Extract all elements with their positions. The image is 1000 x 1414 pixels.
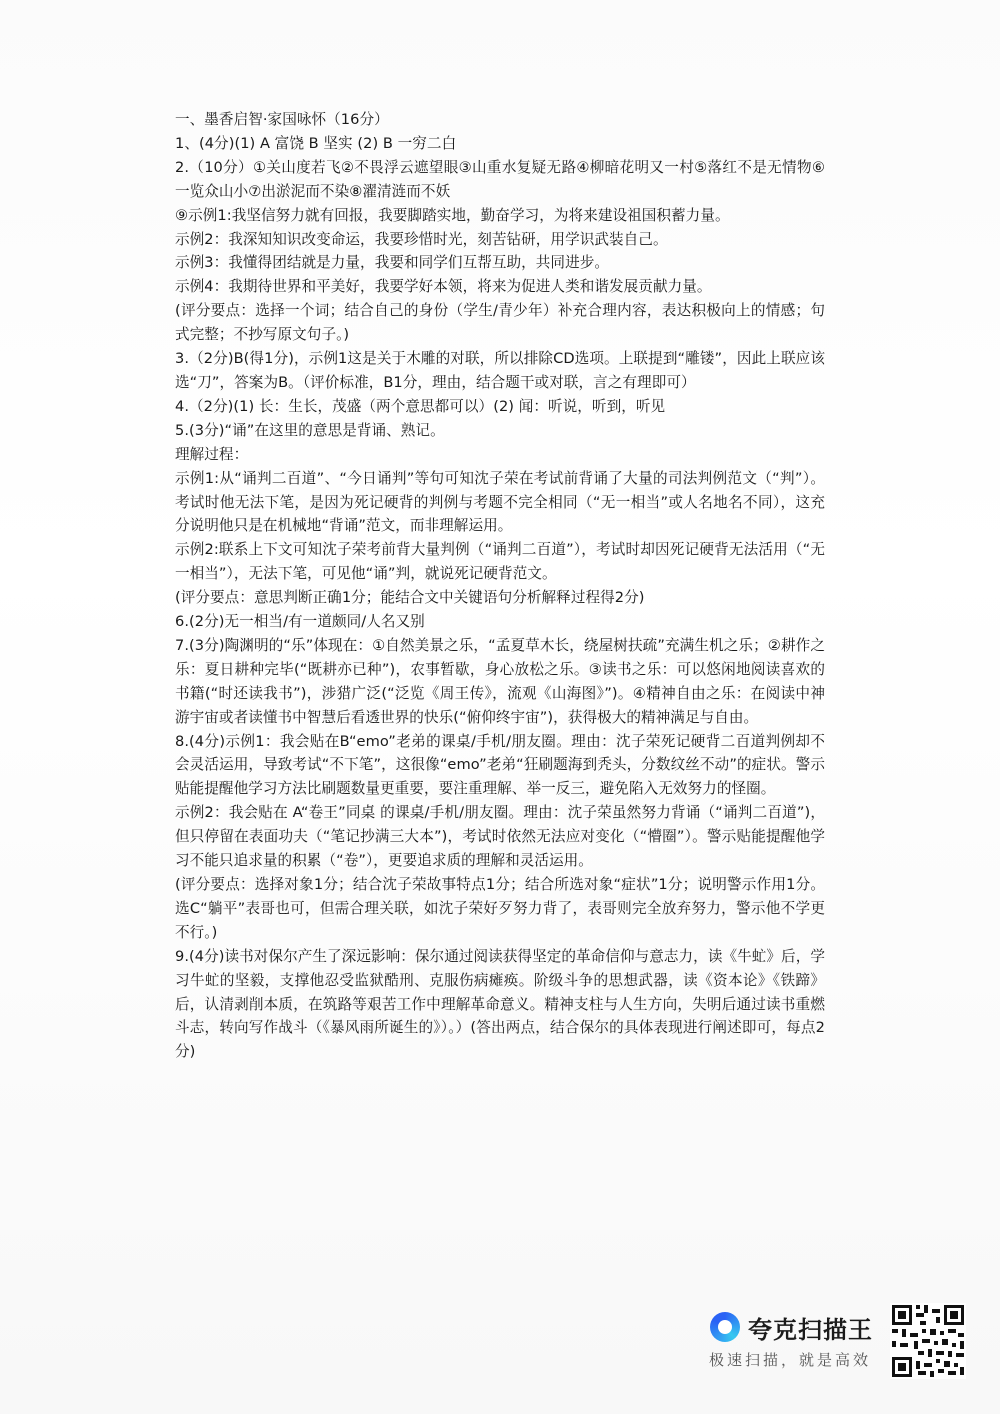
answer-line: 4.（2分)(1) 长：生长，茂盛（两个意思都可以）(2) 闻：听说，听到，听见 [175, 397, 666, 415]
answer-document [175, 108, 825, 1064]
answer-line: 理解过程： [175, 445, 249, 463]
answer-line: ⑨示例1:我坚信努力就有回报，我要脚踏实地，勤奋学习，为将来建设祖国积蓄力量。 [175, 206, 730, 224]
scoring-note: (评分要点：意思判断正确1分；能结合文中关键语句分析解释过程得2分) [175, 589, 645, 607]
quark-logo-icon [710, 1312, 740, 1342]
answer-line: 7.(3分)陶渊明的“乐”体现在：①自然美景之乐，“孟夏草木长，绕屋树扶疏”充满生机之乐；②耕作之乐：夏日耕种完毕(“既耕亦已种”)，农事暂歇，身心放松之乐。③读书之乐：可以悠闲地阅读喜欢的书籍(“时还读我书”)，涉猎广泛(“泛览《周王传》，流观《山海图》”)。④精神自由之乐：在阅读中神游宇宙或者读懂书中智慧后看透世界的快乐(“俯仰终宇宙”)，获得极大的精神满足与自由。 [175, 636, 825, 726]
answer-line: 3.（2分)B(得1分)，示例1这是关于木雕的对联，所以排除CD选项。上联提到“雕镂”，因此上联应该选“刀”，答案为B。（评价标准，B1分，理由，结合题干或对联，言之有理即可） [175, 350, 825, 391]
brand-name: 夸克扫描王 [748, 1315, 873, 1344]
answer-line: 示例4：我期待世界和平美好，我要学好本领，将来为促进人类和谐发展贡献力量。 [175, 278, 712, 296]
answer-line: 6.(2分)无一相当/有一道颇同/人名又别 [175, 613, 425, 631]
answer-line: 9.(4分)读书对保尔产生了深远影响：保尔通过阅读获得坚定的革命信仰与意志力，读《牛虻》后，学习牛虻的坚毅，支撑他忍受监狱酷刑、克服伤病瘫痪。阶级斗争的思想武器，读《资本论》《铁蹄》后，认清剥削本质，在筑路等艰苦工作中理解革命意义。精神支柱与人生方向，失明后通过读书重燃斗志，转向写作战斗（《暴风雨所诞生的》）。）(答出两点，结合保尔的具体表现进行阐述即可，每点2分) [175, 947, 825, 1061]
section-title: 一、墨香启智·家国咏怀（16分） [175, 111, 389, 128]
answer-line: 示例2：我会贴在 A“卷王”同桌 的课桌/手机/朋友圈。理由：沈子荣虽然努力背诵（“诵判二百道”)，但只停留在表面功夫（“笔记抄满三大本”)，考试时依然无法应对变化（“懵圈”）。警示贴能提醒他学习不能只追求量的积累（“卷”），更要追求质的理解和灵活运用。 [175, 804, 825, 870]
answer-line: 示例2:联系上下文可知沈子荣考前背大量判例（“诵判二百道”），考试时却因死记硬背无法活用（“无一相当”），无法下笔，可见他“诵”判，就说死记硬背范文。 [175, 541, 825, 583]
answer-line: 示例1:从“诵判二百道”、“今日诵判”等句可知沈子荣在考试前背诵了大量的司法判例范文（“判”）。考试时他无法下笔，是因为死记硬背的判例与考题不完全相同（“无一相当”或人名地名不同），这充分说明他只是在机械地“背诵”范文，而非理解运用。 [175, 469, 825, 535]
answer-line: 1、(4分)(1) A 富饶 B 坚实 (2) B 一穷二白 [175, 134, 457, 152]
scanner-watermark [705, 1303, 970, 1383]
brand-row [710, 1307, 873, 1347]
scoring-note: (评分要点：选择对象1分；结合沈子荣故事特点1分；结合所选对象“症状”1分；说明警示作用1分。选C“躺平”表哥也可，但需合理关联，如沈子荣好歹努力背了，表哥则完全放弃努力，警示他不学更不行。) [175, 876, 825, 941]
answer-line: 8.(4分)示例1：我会贴在B“emo”老弟的课桌/手机/朋友圈。理由：沈子荣死记硬背二百道判例却不会灵活运用，导致考试“不下笔”，这很像“emo”老弟“狂刷题海到秃头，分数纹丝不动”的症状。警示贴能提醒他学习方法比刷题数量更重要，要注重理解、举一反三，避免陷入无效努力的怪圈。 [175, 732, 825, 798]
scoring-note: (评分要点：选择一个词；结合自己的身份（学生/青少年）补充合理内容，表达积极向上的情感；句式完整；不抄写原文句子。) [175, 302, 825, 344]
answer-line: 示例3：我懂得团结就是力量，我要和同学们互帮互助，共同进步。 [175, 254, 610, 272]
brand-slogan: 极速扫描，就是高效 [709, 1351, 872, 1369]
answer-line: 示例2：我深知知识改变命运，我要珍惜时光，刻苦钻研，用学识武装自己。 [175, 230, 668, 248]
qr-code-icon [890, 1303, 966, 1379]
answer-line: 5.(3分)“诵”在这里的意思是背诵、熟记。 [175, 421, 445, 439]
answer-line: 2.（10分）①关山度若飞②不畏浮云遮望眼③山重水复疑无路④柳暗花明又一村⑤落红不是无情物⑥一览众山小⑦出淤泥而不染⑧濯清涟而不妖 [175, 158, 825, 200]
